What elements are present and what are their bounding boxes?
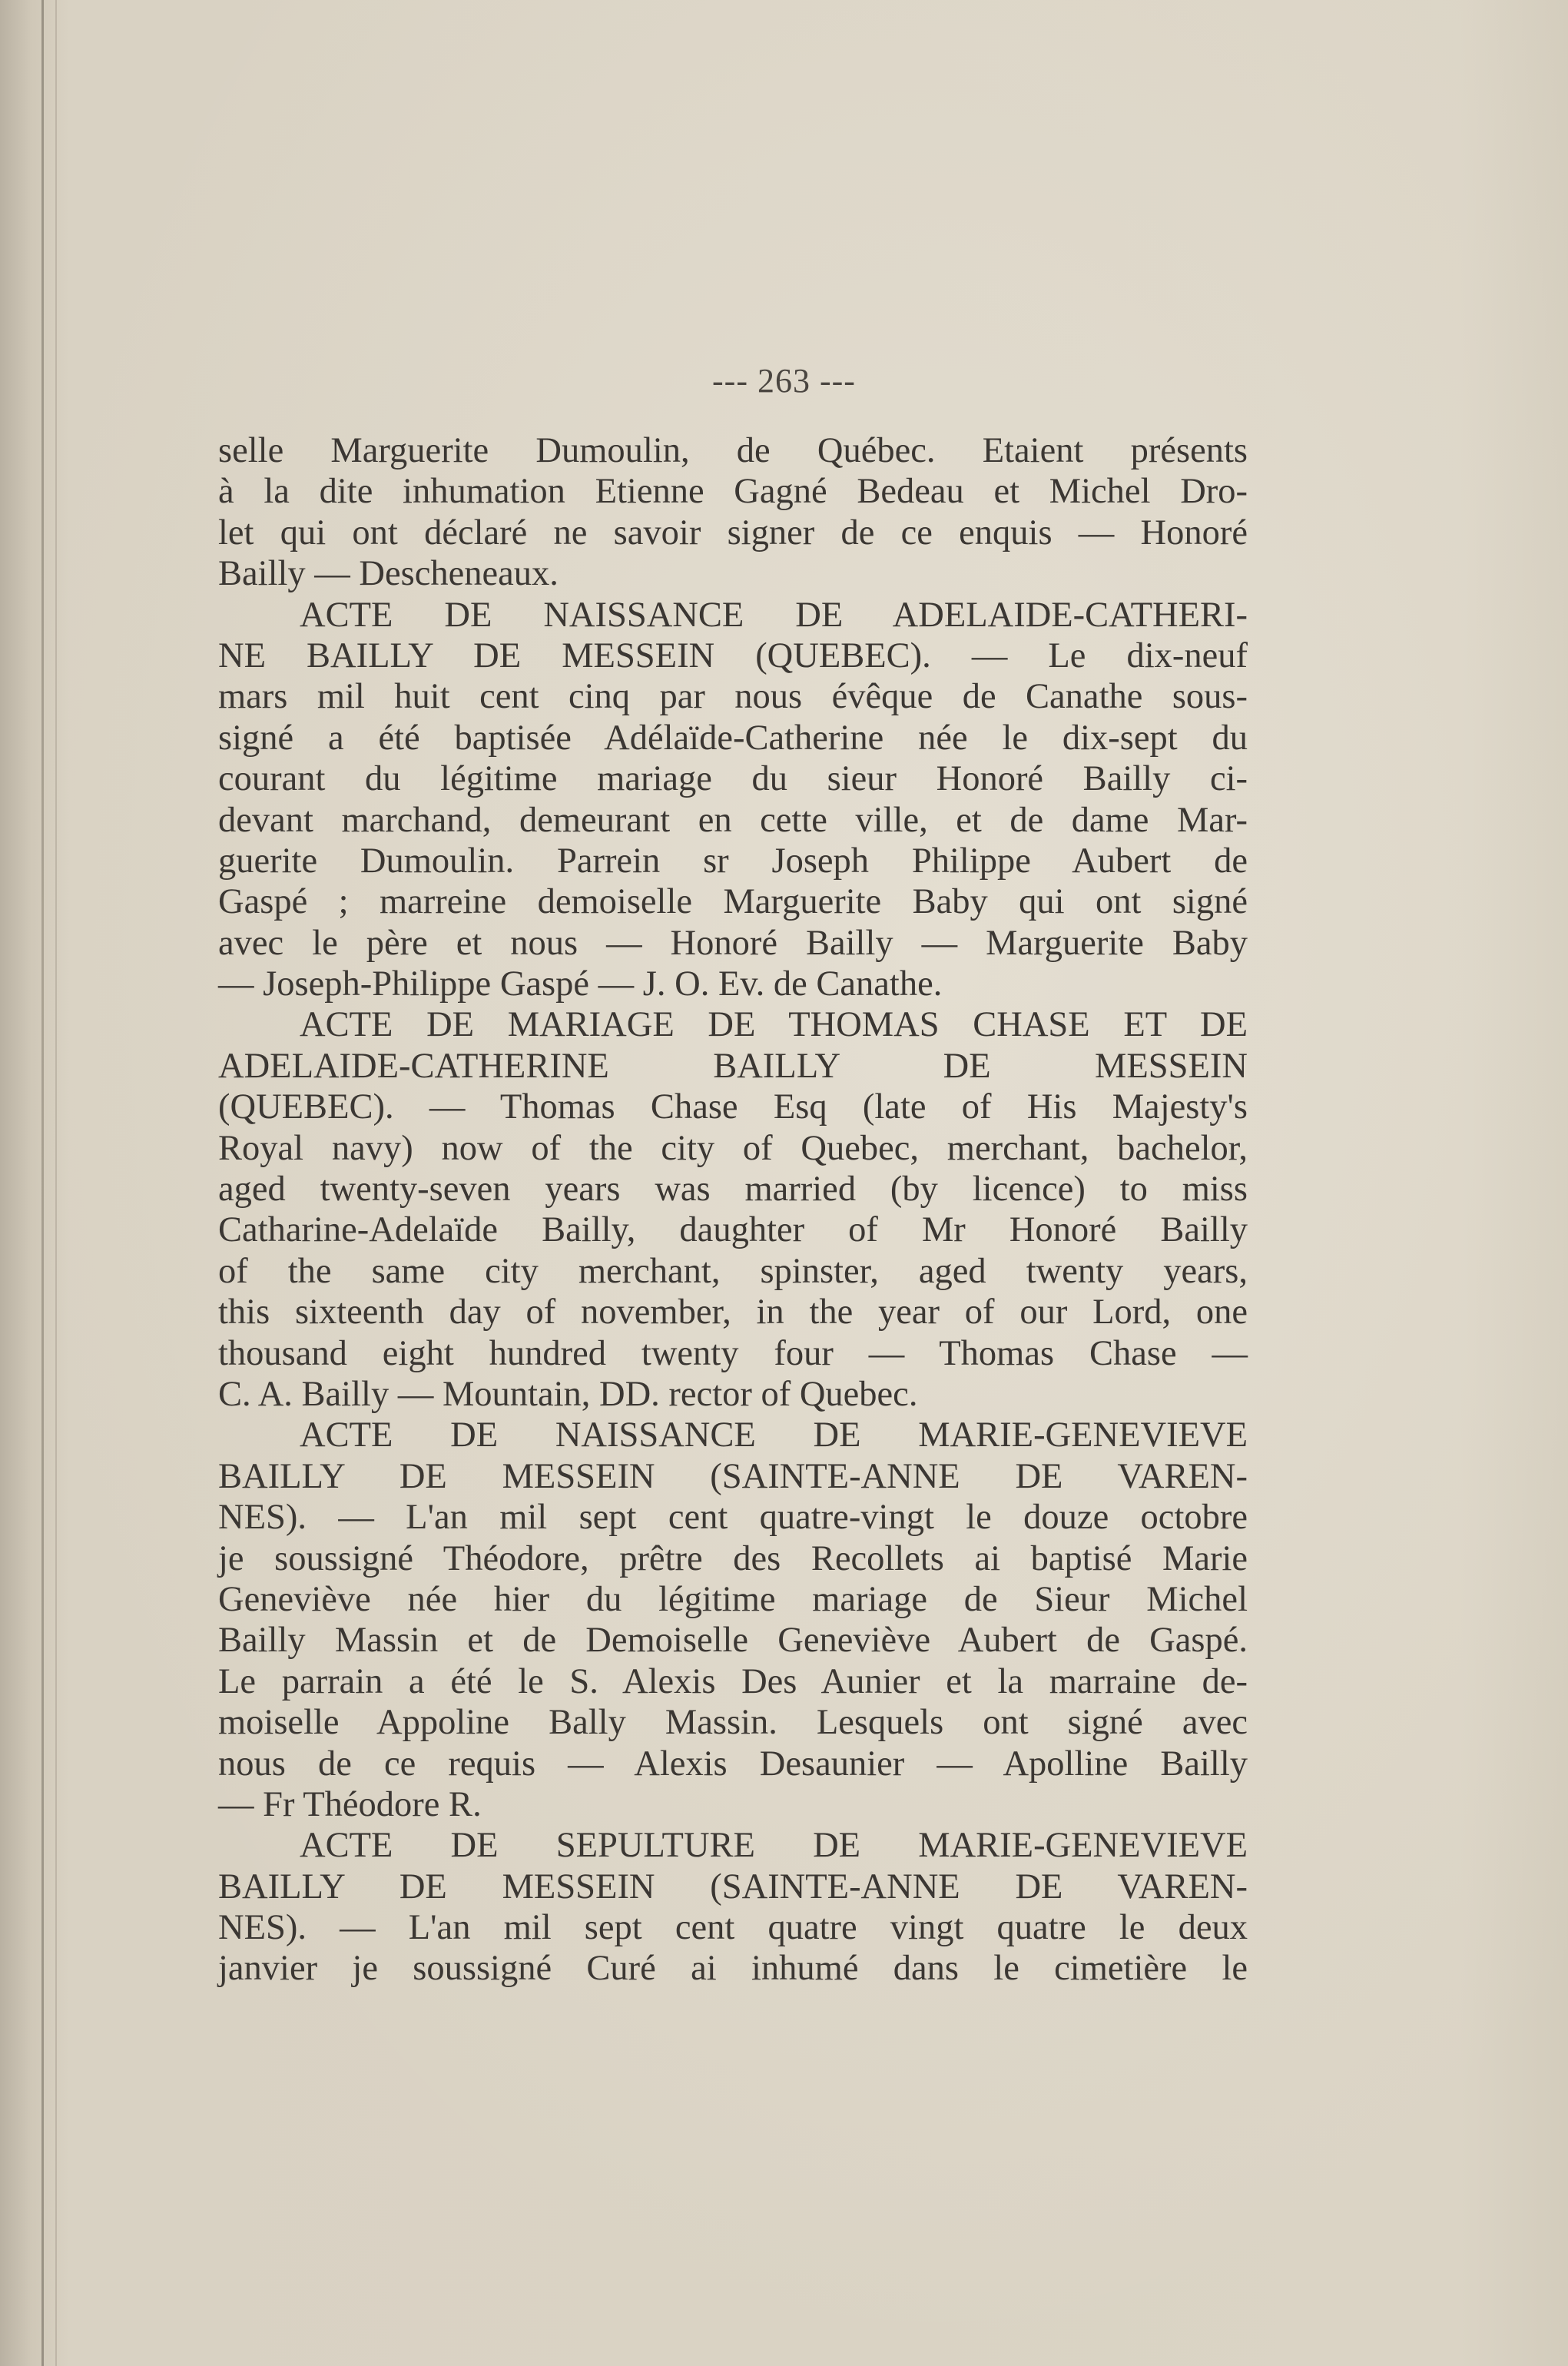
text-line: avec le père et nous — Honoré Bailly — Marguerite Baby [218,923,1248,963]
text-line: C. A. Bailly — Mountain, DD. rector of Quebec. [218,1374,918,1414]
text-line: à la dite inhumation Etienne Gagné Bedeau et Michel Dro- [218,472,1248,512]
text-line: (QUEBEC). — Thomas Chase Esq (late of His Majesty's [218,1087,1248,1127]
binding-gutter [41,0,44,2366]
text-line: je soussigné Théodore, prêtre des Recollets ai baptisé Marie [218,1538,1248,1578]
text-line: courant du légitime mariage du sieur Honoré Bailly ci- [218,759,1248,799]
text-line: Gaspé ; marreine demoiselle Marguerite Baby qui ont signé [218,882,1248,922]
text-line: of the same city merchant, spinster, aged twenty years, [218,1251,1248,1291]
text-line: moiselle Appoline Bally Massin. Lesquels ont signé avec [218,1703,1248,1743]
page-number: --- 263 --- [712,362,856,400]
text-line: NES). — L'an mil sept cent quatre-vingt le douze octobre [218,1498,1248,1538]
text-line: thousand eight hundred twenty four — Thomas Chase — [218,1333,1248,1373]
text-line: NES). — L'an mil sept cent quatre vingt quatre le deux [218,1908,1248,1948]
text-line: Royal navy) now of the city of Quebec, merchant, bachelor, [218,1128,1248,1168]
text-line: this sixteenth day of november, in the year of our Lord, one [218,1293,1248,1332]
text-line: ACTE DE NAISSANCE DE ADELAIDE-CATHERI- [300,595,1248,635]
text-line: mars mil huit cent cinq par nous évêque de Canathe sous- [218,677,1248,717]
binding-edge [55,0,57,2366]
text-line: Catharine-Adelaïde Bailly, daughter of Mr Honoré Bailly [218,1210,1248,1250]
text-line: aged twenty-seven years was married (by licence) to miss [218,1170,1248,1210]
text-line: — Fr Théodore R. [218,1784,482,1824]
text-line: let qui ont déclaré ne savoir signer de ce enquis — Honoré [218,513,1248,553]
text-line: Bailly — Descheneaux. [218,554,559,594]
text-line: NE BAILLY DE MESSEIN (QUEBEC). — Le dix-neuf [218,635,1248,675]
text-line: ADELAIDE-CATHERINE BAILLY DE MESSEIN [218,1046,1248,1086]
body-text [218,430,1248,1989]
text-line: ACTE DE MARIAGE DE THOMAS CHASE ET DE [300,1005,1248,1045]
text-line: ACTE DE SEPULTURE DE MARIE-GENEVIEVE [300,1826,1248,1866]
text-line: janvier je soussigné Curé ai inhumé dans le cimetière le [218,1949,1248,1989]
text-line: Geneviève née hier du légitime mariage de Sieur Michel [218,1579,1248,1619]
text-line: devant marchand, demeurant en cette ville, et de dame Mar- [218,800,1248,840]
text-line: — Joseph-Philippe Gaspé — J. O. Ev. de Canathe. [218,964,943,1004]
text-line: BAILLY DE MESSEIN (SAINTE-ANNE DE VAREN- [218,1456,1248,1496]
text-line: signé a été baptisée Adélaïde-Catherine née le dix-sept du [218,718,1248,758]
text-line: nous de ce requis — Alexis Desaunier — Apolline Bailly [218,1744,1248,1784]
text-line: guerite Dumoulin. Parrein sr Joseph Philippe Aubert de [218,841,1248,881]
text-line: Bailly Massin et de Demoiselle Geneviève Aubert de Gaspé. [218,1621,1248,1661]
text-line: Le parrain a été le S. Alexis Des Aunier et la marraine de- [218,1661,1248,1701]
text-line: BAILLY DE MESSEIN (SAINTE-ANNE DE VAREN- [218,1867,1248,1906]
text-line: selle Marguerite Dumoulin, de Québec. Etaient présents [218,431,1248,470]
text-line: ACTE DE NAISSANCE DE MARIE-GENEVIEVE [300,1415,1248,1455]
